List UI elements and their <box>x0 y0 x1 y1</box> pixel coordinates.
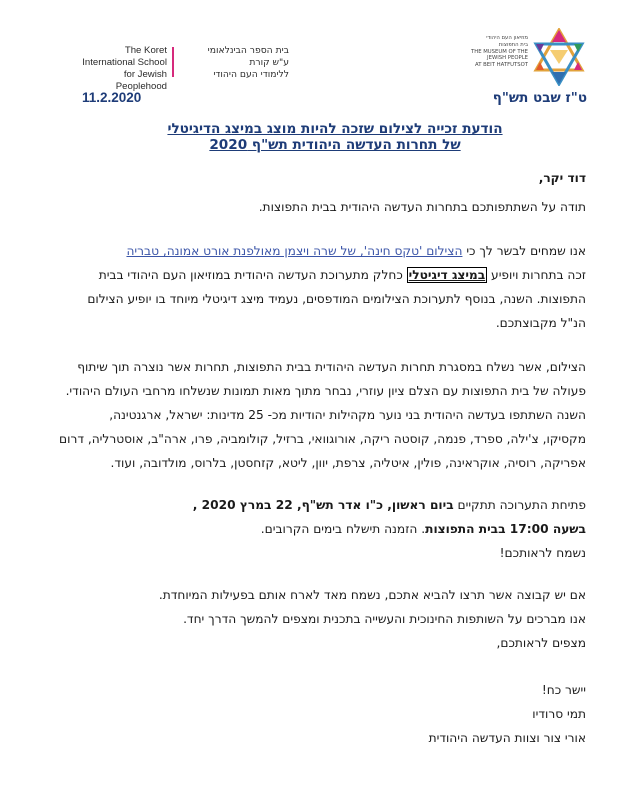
win-line-1 <box>46 244 586 258</box>
museum-logo-line: בית התפוצות <box>498 41 528 48</box>
about-line-1: הצילום, אשר נשלח במסגרת תחרות העדשה היהודית בבית התפוצות, תחרות אשר נוצרה תוך שיתוף <box>77 360 586 374</box>
museum-logo <box>460 28 590 86</box>
closing-line-3: מצפים לראותכם, <box>496 636 586 650</box>
letter-title-line-1: הודעת זכייה לצילום שזכה להיות מוצג במיצג הדיגיטלי <box>167 121 503 137</box>
opening-line-1 <box>46 498 586 512</box>
opening-time: בשעה 17:00 בבית התפוצות <box>425 522 586 536</box>
win-line-2 <box>46 268 586 282</box>
about-line-3: השנה השתתפו בעדשה היהודית בני נוער מקהילות יהודיות מכ- 25 מדינות: ישראל, ארגנטינה, <box>109 408 586 422</box>
opening-date: ביום ראשון, כ"ו אדר תש"ף, 22 במרץ 2020 , <box>192 498 454 512</box>
win-line-4: הנ"ל מקבוצתכם. <box>495 316 586 330</box>
opening-line-3: נשמח לראותכם! <box>499 546 586 560</box>
thanks-line: תודה על השתתפותכם בתחרות העדשה היהודית בבית התפוצות. <box>258 200 586 214</box>
win-l2-suffix: כחלק מתערוכת העדשה היהודית במוזיאון העם היהודי בבית <box>98 268 407 282</box>
koret-en-line: for Jewish Peoplehood <box>115 69 167 92</box>
koret-school-logo <box>57 41 289 92</box>
greeting: דוד יקר, <box>538 171 586 185</box>
date-hebrew: ט"ז שבט תש"ף <box>492 90 587 106</box>
museum-logo-line: מוזיאון העם היהודי <box>486 35 528 41</box>
koret-he-line: בית הספר הבינלאומי <box>207 45 289 56</box>
about-line-4: מקסיקו, צ'ילה, ספרד, פנמה, קוסטה ריקה, אורוגוואי, ברזיל, קולומביה, פרו, ארה"ב, אוסטרליה, דרום <box>59 432 586 446</box>
koret-logo-hebrew <box>179 45 289 81</box>
koret-en-line: International School <box>82 57 167 68</box>
koret-he-line: ללימודי העם היהודי <box>213 69 289 80</box>
photo-link[interactable]: הצילום 'טקס חינה', של שרה ויצמן מאולפנת אורט אמונה, טבריה <box>126 244 463 258</box>
koret-he-line: ע"ש קורת <box>249 57 289 68</box>
closing-line-1: אם יש קבוצה אשר תרצו להביא אתכם, נשמח מאד לארח אותם בפעילות המיוחדת. <box>158 588 586 602</box>
opening-prefix: פתיחת התערוכה תתקיים <box>453 498 586 512</box>
about-line-5: אפריקה, רוסיה, אוקראינה, פולין, איטליה, צרפת, יוון, ליטא, קזחסטן, בלרוס, מולדובה, ועוד. <box>110 456 586 470</box>
museum-logo-line: JEWISH PEOPLE <box>487 55 528 62</box>
closing-line-2: אנו מברכים על השותפות החינוכית והעשייה בתכנית ומצפים להמשך הדרך יחד. <box>183 612 586 626</box>
digital-display-highlight: במיצג דיגיטלי <box>408 268 486 282</box>
win-line-3: התפוצות. השנה, בנוסף לתערוכת הצילומים המודפסים, נעמיד מיצג דיגיטלי מיוחד בו יופיע הצילום <box>87 292 586 306</box>
signature-name: תמי סרודיו <box>532 707 586 721</box>
museum-logo-line: AT BEIT HATFUTSOT <box>475 62 528 69</box>
opening-line-2 <box>46 522 586 536</box>
date-gregorian: 11.2.2020 <box>82 90 142 105</box>
star-of-david-icon <box>530 28 588 86</box>
letter-title-line-2: של תחרות העדשה היהודית תש"ף 2020 <box>209 137 461 153</box>
museum-logo-text <box>460 35 528 69</box>
koret-en-line: The Koret <box>124 45 167 56</box>
signature-line-1: יישר כח! <box>541 683 586 697</box>
about-line-2: פעולה של בית התפוצות עם הצלם ציון עוזרי, נבחר מתוך מאות תמונות שנשלחו מרחבי העולם היהודי. <box>65 384 586 398</box>
museum-logo-line: THE MUSEUM OF THE <box>470 48 528 55</box>
koret-logo-divider <box>172 47 174 77</box>
koret-logo-english <box>75 45 167 93</box>
win-prefix: אנו שמחים לבשר לך כי <box>462 244 586 258</box>
opening-invite-note: . הזמנה תישלח בימים הקרובים. <box>260 522 426 536</box>
signature-team: אורי צור וצוות העדשה היהודית <box>428 731 586 745</box>
win-l2-prefix: זכה בתחרות ויופיע <box>487 268 586 282</box>
